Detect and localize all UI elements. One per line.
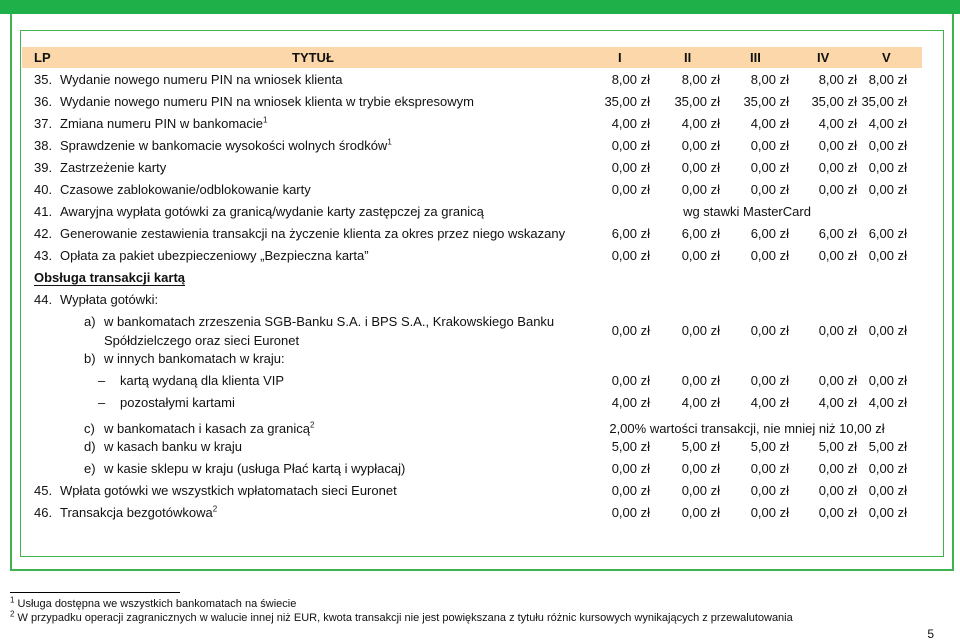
value-iii: 0,00 zł — [750, 160, 789, 175]
value-i: 0,00 zł — [611, 182, 650, 197]
value-v: 4,00 zł — [868, 116, 907, 131]
footnote-1-text: Usługa dostępna we wszystkich bankomatach na świecie — [17, 598, 297, 610]
header-col-v: V — [882, 50, 891, 65]
row-title — [60, 502, 217, 523]
row-lp: 42. — [34, 226, 53, 241]
value-iv: 0,00 zł — [818, 138, 857, 153]
value-v: 0,00 zł — [868, 248, 907, 263]
row-title-text: Zastrzeżenie karty — [60, 160, 167, 175]
value-i: 0,00 zł — [611, 160, 650, 175]
row-title — [60, 91, 474, 112]
value-v: 0,00 zł — [868, 461, 907, 476]
value-ii: 35,00 zł — [674, 94, 720, 109]
row-title: Wpłata gotówki we wszystkich wpłatomatach sieci Euronet — [60, 483, 397, 498]
value-iii: 0,00 zł — [750, 138, 789, 153]
sub-label-b: b) — [84, 351, 96, 366]
row-lp: 46. — [34, 505, 53, 520]
header-col-iv: IV — [817, 50, 830, 65]
value-i: 4,00 zł — [611, 395, 650, 410]
page-number: 5 — [927, 627, 934, 641]
value-ii: 0,00 zł — [681, 373, 720, 388]
value-v: 5,00 zł — [868, 439, 907, 454]
header-col-iii: III — [750, 50, 761, 65]
row-lp: 38. — [34, 138, 53, 153]
row-title-text: Generowanie zestawienia transakcji na życzenie klienta za okres przez niego wskazany — [60, 226, 566, 241]
value-iv: 6,00 zł — [818, 226, 857, 241]
row-title — [60, 179, 311, 200]
sub-text-a1: w bankomatach zrzeszenia SGB-Banku S.A. i BPS S.A., Krakowskiego Banku — [104, 314, 555, 329]
sub-row-a — [22, 311, 922, 351]
value-i: 0,00 zł — [611, 483, 650, 498]
row-lp: 35. — [34, 72, 53, 87]
row-lp: 45. — [34, 483, 53, 498]
value-i: 0,00 zł — [611, 461, 650, 476]
value-iii: 0,00 zł — [750, 248, 789, 263]
sub-text-b: w innych bankomatach w kraju: — [104, 351, 285, 366]
row-title-text: Wydanie nowego numeru PIN na wniosek klienta — [60, 72, 343, 87]
value-iv: 8,00 zł — [818, 72, 857, 87]
value-iv: 4,00 zł — [818, 116, 857, 131]
value-iii: 0,00 zł — [750, 483, 789, 498]
value-iv: 5,00 zł — [818, 439, 857, 454]
value-iii: 0,00 zł — [750, 461, 789, 476]
footnote-ref-2: 2 — [212, 504, 218, 514]
value-ii: 0,00 zł — [681, 160, 720, 175]
value-ii: 8,00 zł — [681, 72, 720, 87]
value-iv: 0,00 zł — [818, 461, 857, 476]
row-lp: 44. — [34, 292, 53, 307]
row-title-text: Czasowe zablokowanie/odblokowanie karty — [60, 182, 311, 197]
footnote-2-text: W przypadku operacji zagranicznych w walucie innej niż EUR, kwota transakcji nie jest powiększana z tytułu różnic kursowych wynikających z przewalutowania — [17, 612, 793, 624]
value-i: 5,00 zł — [611, 439, 650, 454]
value-v: 35,00 zł — [861, 94, 907, 109]
sub-label-c: c) — [84, 421, 95, 436]
footnote-separator — [10, 592, 180, 593]
row-title — [60, 223, 565, 244]
footnote-ref-1: 1 — [387, 137, 392, 147]
table-header — [22, 47, 922, 68]
value-iv: 4,00 zł — [818, 395, 857, 410]
value-i: 35,00 zł — [604, 94, 650, 109]
row-title-text: Opłata za pakiet ubezpieczeniowy „Bezpieczna karta” — [60, 248, 369, 263]
value-iii: 0,00 zł — [750, 373, 789, 388]
value-ii: 0,00 zł — [681, 323, 720, 338]
row-title — [60, 157, 166, 178]
row-title — [60, 69, 342, 90]
dash-b1: – — [98, 373, 106, 388]
value-iv: 0,00 zł — [818, 373, 857, 388]
row-title-text: Wydanie nowego numeru PIN na wniosek klienta w trybie ekspresowym — [60, 94, 474, 109]
value-v: 0,00 zł — [868, 483, 907, 498]
footnote-2-num: 2 — [10, 609, 15, 619]
sub-text-c-label: w bankomatach i kasach za granicą — [104, 421, 310, 436]
value-iii: 35,00 zł — [743, 94, 789, 109]
header-col-i: I — [618, 50, 622, 65]
value-iv: 0,00 zł — [818, 248, 857, 263]
value-i: 0,00 zł — [611, 373, 650, 388]
value-iii: 0,00 zł — [750, 505, 789, 520]
value-v: 0,00 zł — [868, 138, 907, 153]
header-title: TYTUŁ — [292, 50, 334, 65]
value-i: 4,00 zł — [611, 116, 650, 131]
row-lp: 37. — [34, 116, 53, 131]
value-iii: 0,00 zł — [750, 323, 789, 338]
value-ii: 0,00 zł — [681, 505, 720, 520]
value-v: 0,00 zł — [868, 160, 907, 175]
value-iv: 35,00 zł — [811, 94, 857, 109]
value-v: 0,00 zł — [868, 373, 907, 388]
row-lp: 41. — [34, 204, 53, 219]
value-v: 0,00 zł — [868, 505, 907, 520]
footnote-2 — [10, 609, 793, 624]
value-i: 0,00 zł — [611, 138, 650, 153]
row-title-text: Awaryjna wypłata gotówki za granicą/wydanie karty zastępczej za granicą — [60, 204, 484, 219]
footnote-ref-1: 1 — [263, 115, 268, 125]
sub-label-e: e) — [84, 461, 96, 476]
value-iv: 0,00 zł — [818, 505, 857, 520]
footnote-ref-2: 2 — [309, 420, 315, 430]
row-lp: 36. — [34, 94, 53, 109]
row-title: Wypłata gotówki: — [60, 292, 159, 307]
merged-value-c: 2,00% wartości transakcji, nie mniej niż 10,00 zł — [609, 421, 885, 436]
value-v: 8,00 zł — [868, 72, 907, 87]
value-iv: 0,00 zł — [818, 160, 857, 175]
value-i: 8,00 zł — [611, 72, 650, 87]
row-title — [60, 201, 484, 222]
footnote-1-num: 1 — [10, 595, 15, 605]
sub-label-d: d) — [84, 439, 96, 454]
value-ii: 4,00 zł — [681, 116, 720, 131]
value-ii: 0,00 zł — [681, 483, 720, 498]
sub-text-d: w kasach banku w kraju — [104, 439, 243, 454]
value-v: 4,00 zł — [868, 395, 907, 410]
sub-text-b2: pozostałymi kartami — [120, 395, 235, 410]
value-i: 0,00 zł — [611, 323, 650, 338]
value-iii: 4,00 zł — [750, 395, 789, 410]
sub-text-a2: Spółdzielczego oraz sieci Euronet — [104, 333, 300, 348]
header-col-ii: II — [684, 50, 692, 65]
value-ii: 6,00 zł — [681, 226, 720, 241]
row-title-text: Transakcja bezgotówkowa — [60, 505, 213, 520]
section-title: Obsługa transakcji kartą — [34, 270, 186, 285]
value-iii: 8,00 zł — [750, 72, 789, 87]
value-ii: 0,00 zł — [681, 461, 720, 476]
value-v: 0,00 zł — [868, 323, 907, 338]
row-lp: 39. — [34, 160, 53, 175]
row-title-text: Sprawdzenie w bankomacie wysokości wolnych środków — [60, 138, 388, 153]
sub-label-a: a) — [84, 314, 96, 329]
value-iii: 6,00 zł — [750, 226, 789, 241]
value-i: 0,00 zł — [611, 505, 650, 520]
value-ii: 5,00 zł — [681, 439, 720, 454]
value-iv: 0,00 zł — [818, 182, 857, 197]
value-ii: 0,00 zł — [681, 248, 720, 263]
value-iii: 0,00 zł — [750, 182, 789, 197]
sub-text-e: w kasie sklepu w kraju (usługa Płać kartą i wypłacaj) — [104, 461, 406, 476]
value-ii: 4,00 zł — [681, 395, 720, 410]
value-iv: 0,00 zł — [818, 323, 857, 338]
row-lp: 43. — [34, 248, 53, 263]
value-i: 6,00 zł — [611, 226, 650, 241]
header-lp: LP — [34, 50, 51, 65]
row-title-text: Zmiana numeru PIN w bankomacie — [60, 116, 264, 131]
value-v: 0,00 zł — [868, 182, 907, 197]
value-v: 6,00 zł — [868, 226, 907, 241]
row-title — [60, 113, 267, 134]
value-iii: 5,00 zł — [750, 439, 789, 454]
value-ii: 0,00 zł — [681, 138, 720, 153]
row-lp: 40. — [34, 182, 53, 197]
value-iii: 4,00 zł — [750, 116, 789, 131]
top-green-bar — [0, 0, 960, 14]
value-iv: 0,00 zł — [818, 483, 857, 498]
sub-text-b1: kartą wydaną dla klienta VIP — [120, 373, 285, 388]
dash-b2: – — [98, 395, 106, 410]
footnote-1 — [10, 595, 297, 610]
value-ii: 0,00 zł — [681, 182, 720, 197]
row-title — [60, 245, 369, 266]
merged-value: wg stawki MasterCard — [683, 204, 811, 219]
value-i: 0,00 zł — [611, 248, 650, 263]
row-title — [60, 135, 392, 156]
